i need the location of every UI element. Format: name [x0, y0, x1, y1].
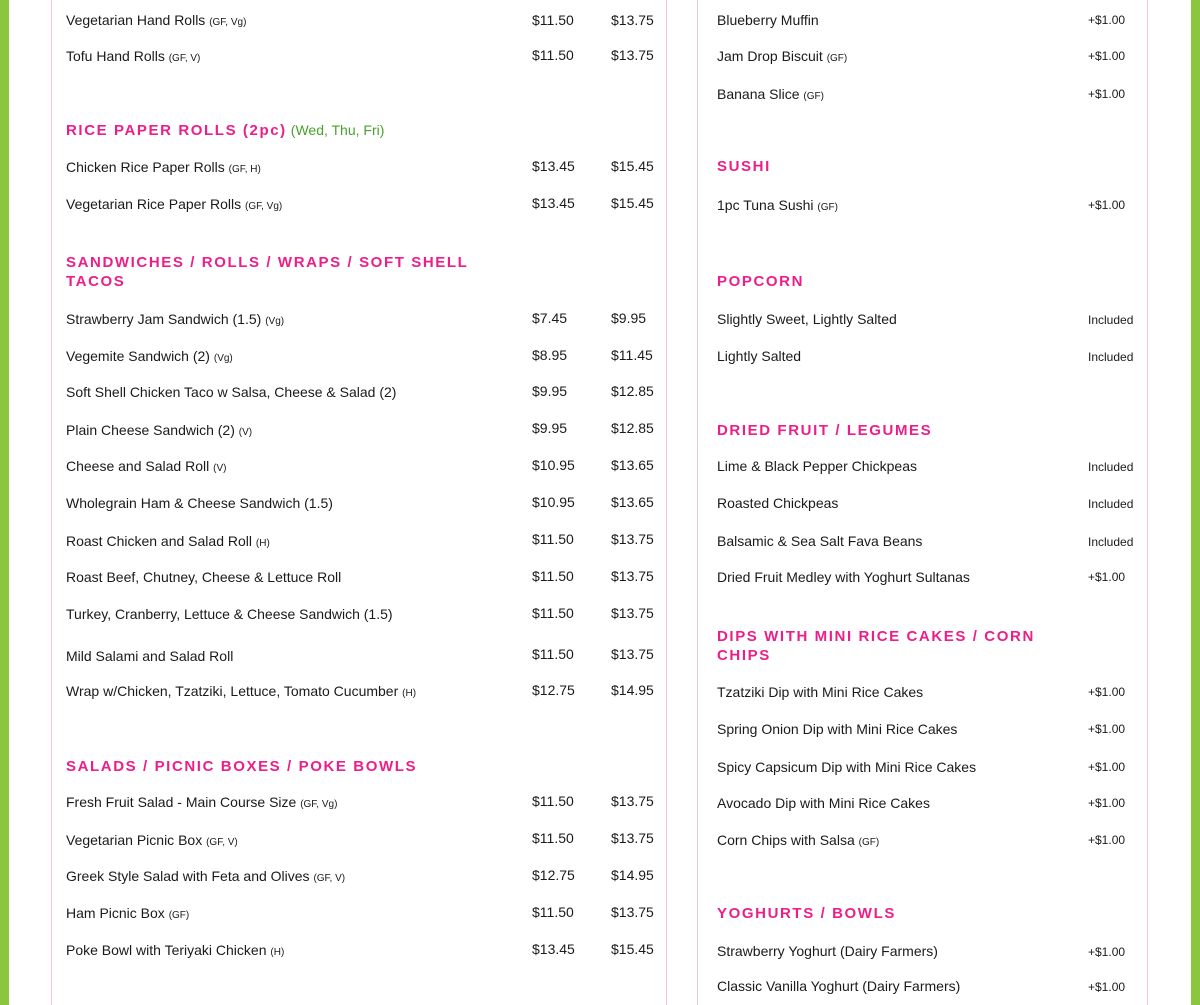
price-large: $13.75	[611, 605, 654, 621]
menu-item: Tzatziki Dip with Mini Rice Cakes	[717, 684, 924, 700]
menu-item: Banana Slice (GF)	[717, 86, 824, 102]
price-small: $10.95	[532, 494, 575, 510]
menu-item: Strawberry Yoghurt (Dairy Farmers)	[717, 943, 938, 959]
menu-item: Tofu Hand Rolls (GF, V)	[66, 48, 201, 64]
menu-item: Roasted Chickpeas	[717, 495, 839, 511]
section-heading-sandwiches: SANDWICHES / ROLLS / WRAPS / SOFT SHELL	[66, 254, 469, 271]
menu-item: Classic Vanilla Yoghurt (Dairy Farmers)	[717, 978, 961, 994]
price-large: $15.45	[611, 158, 654, 174]
included-label: Included	[1088, 460, 1134, 474]
right-green-border	[1191, 0, 1200, 1005]
price-small: $13.45	[532, 195, 575, 211]
price-small: $11.50	[532, 531, 574, 547]
price-large: $9.95	[611, 310, 647, 326]
price-large: $14.95	[611, 682, 654, 698]
menu-item: Wholegrain Ham & Cheese Sandwich (1.5)	[66, 495, 333, 511]
menu-item: Greek Style Salad with Feta and Olives (GF, V)	[66, 868, 346, 884]
menu-item: Vegetarian Hand Rolls (GF, Vg)	[66, 12, 247, 28]
addon-price: +$1.00	[1088, 760, 1126, 774]
menu-item: 1pc Tuna Sushi (GF)	[717, 197, 838, 213]
menu-item: Dried Fruit Medley with Yoghurt Sultanas	[717, 569, 970, 585]
section-heading-sushi: SUSHI	[717, 158, 771, 175]
price-large: $14.95	[611, 867, 654, 883]
availability-days: (Wed, Thu, Fri)	[290, 122, 385, 138]
addon-price: +$1.00	[1088, 945, 1126, 959]
price-small: $11.50	[532, 904, 574, 920]
addon-price: +$1.00	[1088, 685, 1126, 699]
menu-item: Ham Picnic Box (GF)	[66, 905, 190, 921]
addon-price: +$1.00	[1088, 833, 1126, 847]
addon-price: +$1.00	[1088, 796, 1126, 810]
price-large: $13.75	[611, 531, 654, 547]
included-label: Included	[1088, 313, 1134, 327]
price-small: $11.50	[532, 605, 574, 621]
menu-item: Corn Chips with Salsa (GF)	[717, 832, 880, 848]
price-small: $11.50	[532, 646, 574, 662]
price-large: $13.75	[611, 830, 654, 846]
price-large: $12.85	[611, 383, 654, 399]
menu-item: Vegetarian Rice Paper Rolls (GF, Vg)	[66, 196, 283, 212]
addon-price: +$1.00	[1088, 87, 1126, 101]
menu-item: Chicken Rice Paper Rolls (GF, H)	[66, 159, 261, 175]
price-small: $8.95	[532, 347, 568, 363]
section-heading-salads: SALADS / PICNIC BOXES / POKE BOWLS	[66, 758, 418, 775]
menu-item: Turkey, Cranberry, Lettuce & Cheese Sandwich (1.5)	[66, 606, 393, 622]
price-small: $10.95	[532, 457, 575, 473]
menu-item: Avocado Dip with Mini Rice Cakes	[717, 795, 930, 811]
left-green-border	[0, 0, 9, 1005]
menu-item: Vegetarian Picnic Box (GF, V)	[66, 832, 238, 848]
addon-price: +$1.00	[1088, 13, 1126, 27]
section-heading-dips-line2: CHIPS	[717, 647, 771, 664]
price-large: $15.45	[611, 195, 654, 211]
price-small: $7.45	[532, 310, 568, 326]
menu-item: Cheese and Salad Roll (V)	[66, 458, 227, 474]
price-large: $15.45	[611, 941, 654, 957]
price-small: $13.45	[532, 941, 575, 957]
price-large: $13.75	[611, 568, 654, 584]
menu-item: Slightly Sweet, Lightly Salted	[717, 311, 897, 327]
included-label: Included	[1088, 497, 1134, 511]
menu-item: Blueberry Muffin	[717, 12, 819, 28]
included-label: Included	[1088, 350, 1134, 364]
price-large: $13.75	[611, 47, 654, 63]
menu-item: Fresh Fruit Salad - Main Course Size (GF, Vg)	[66, 794, 338, 810]
price-large: $13.75	[611, 12, 654, 28]
price-small: $11.50	[532, 568, 574, 584]
price-small: $9.95	[532, 383, 568, 399]
price-large: $11.45	[611, 347, 653, 363]
price-small: $12.75	[532, 867, 575, 883]
price-large: $13.65	[611, 494, 654, 510]
price-small: $11.50	[532, 12, 574, 28]
addon-price: +$1.00	[1088, 722, 1126, 736]
price-large: $13.75	[611, 646, 654, 662]
menu-item: Spring Onion Dip with Mini Rice Cakes	[717, 721, 958, 737]
menu-item: Jam Drop Biscuit (GF)	[717, 48, 848, 64]
menu-item: Strawberry Jam Sandwich (1.5) (Vg)	[66, 311, 285, 327]
price-small: $11.50	[532, 793, 574, 809]
price-large: $13.65	[611, 457, 654, 473]
menu-item: Roast Beef, Chutney, Cheese & Lettuce Roll	[66, 569, 342, 585]
menu-item: Soft Shell Chicken Taco w Salsa, Cheese & Salad (2)	[66, 384, 397, 400]
price-small: $11.50	[532, 830, 574, 846]
section-heading-sandwiches-line2: TACOS	[66, 273, 126, 290]
addon-price: +$1.00	[1088, 570, 1126, 584]
menu-item: Spicy Capsicum Dip with Mini Rice Cakes	[717, 759, 977, 775]
menu-item: Mild Salami and Salad Roll	[66, 648, 234, 664]
menu-item: Balsamic & Sea Salt Fava Beans	[717, 533, 923, 549]
section-heading-dips: DIPS WITH MINI RICE CAKES / CORN	[717, 628, 1035, 645]
section-heading-popcorn: POPCORN	[717, 273, 805, 290]
price-large: $13.75	[611, 793, 654, 809]
addon-price: +$1.00	[1088, 198, 1126, 212]
section-heading-rice-paper-rolls: RICE PAPER ROLLS (2pc) (Wed, Thu, Fri)	[66, 122, 385, 139]
menu-item: Poke Bowl with Teriyaki Chicken (H)	[66, 942, 285, 958]
addon-price: +$1.00	[1088, 49, 1126, 63]
addon-price: +$1.00	[1088, 980, 1126, 994]
menu-item: Lime & Black Pepper Chickpeas	[717, 458, 917, 474]
menu-item: Vegemite Sandwich (2) (Vg)	[66, 348, 233, 364]
menu-item: Roast Chicken and Salad Roll (H)	[66, 533, 270, 549]
menu-item: Lightly Salted	[717, 348, 802, 364]
menu-item: Wrap w/Chicken, Tzatziki, Lettuce, Tomato Cucumber (H)	[66, 683, 417, 699]
price-small: $11.50	[532, 47, 574, 63]
price-small: $13.45	[532, 158, 575, 174]
price-large: $13.75	[611, 904, 654, 920]
section-heading-dried-fruit: DRIED FRUIT / LEGUMES	[717, 422, 933, 439]
price-small: $9.95	[532, 420, 568, 436]
section-heading-yoghurts: YOGHURTS / BOWLS	[717, 905, 896, 922]
price-small: $12.75	[532, 682, 575, 698]
menu-item: Plain Cheese Sandwich (2) (V)	[66, 422, 253, 438]
price-large: $12.85	[611, 420, 654, 436]
included-label: Included	[1088, 535, 1134, 549]
